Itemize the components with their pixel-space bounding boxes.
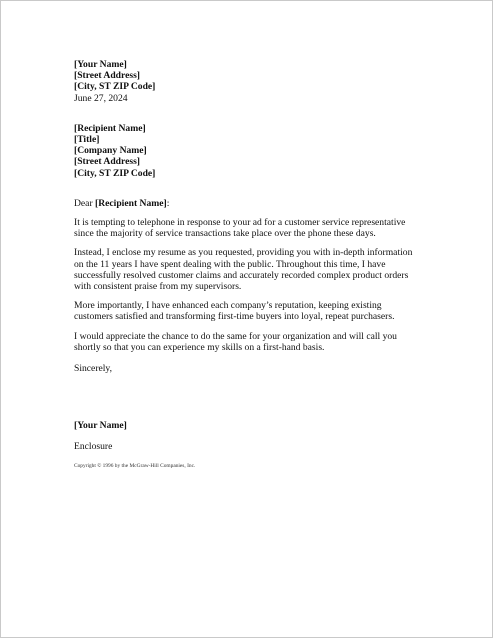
- paragraph-1: [74, 217, 434, 239]
- recipient-name: [Recipient Name]: [74, 122, 146, 134]
- closing: Sincerely,: [74, 363, 113, 375]
- paragraph-line: on the 11 years I have spent dealing with the public. Throughout this time, I have: [74, 258, 386, 270]
- copyright-notice: Copyright © 1996 by the McGraw-Hill Companies, Inc.: [74, 462, 196, 469]
- salutation-suffix: :: [166, 197, 170, 209]
- paragraph-line: It is tempting to telephone in response to your ad for a customer service representative: [74, 217, 406, 229]
- recipient-city: [City, ST ZIP Code]: [74, 167, 156, 179]
- letter-date: June 27, 2024: [74, 92, 128, 104]
- salutation: [74, 198, 434, 209]
- paragraph-line: More importantly, I have enhanced each company’s reputation, keeping existing: [74, 300, 382, 312]
- paragraph-3: [74, 300, 434, 322]
- recipient-address-block: [74, 123, 434, 179]
- paragraph-line: shortly so that you can experience my skills on a first-hand basis.: [74, 341, 325, 353]
- paragraph-2: [74, 247, 434, 292]
- paragraph-4: [74, 331, 434, 353]
- recipient-street: [Street Address]: [74, 156, 140, 168]
- sender-city: [City, ST ZIP Code]: [74, 81, 156, 93]
- recipient-title: [Title]: [74, 134, 100, 146]
- salutation-recipient-name: [Recipient Name]: [95, 197, 167, 209]
- letter-body: [74, 59, 434, 470]
- paragraph-line: I would appreciate the chance to do the same for your organization and will call you: [74, 330, 397, 342]
- salutation-prefix: Dear: [74, 197, 96, 209]
- paragraph-line: with consistent praise from my supervisors.: [74, 281, 242, 293]
- sender-name: [Your Name]: [74, 59, 127, 70]
- recipient-company: [Company Name]: [74, 145, 147, 157]
- paragraph-line: customers satisfied and transforming first-time buyers into loyal, repeat purchasers.: [74, 311, 395, 323]
- paragraph-line: successfully resolved customer claims and accurately recorded complex product orders: [74, 269, 409, 281]
- enclosure-note: Enclosure: [74, 441, 113, 453]
- paragraph-line: Instead, I enclose my resume as you requested, providing you with in-depth information: [74, 247, 413, 259]
- sender-street: [Street Address]: [74, 70, 140, 82]
- paragraph-line: since the majority of service transactions take place over the phone these days.: [74, 228, 376, 240]
- signature-name: [Your Name]: [74, 420, 127, 432]
- sender-address-block: [74, 59, 434, 104]
